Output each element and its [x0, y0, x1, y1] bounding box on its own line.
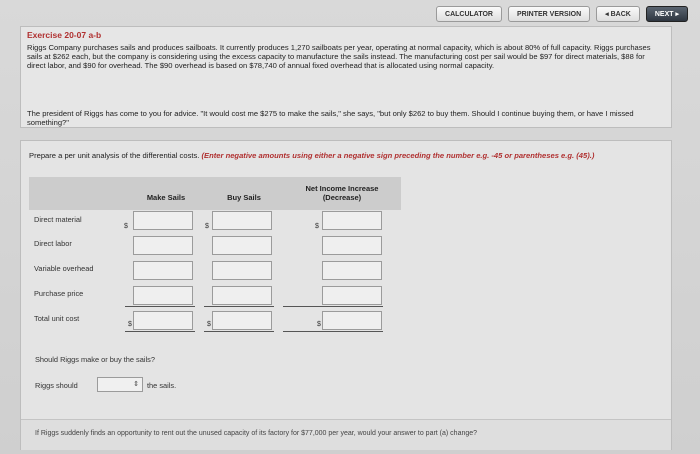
total-line	[283, 331, 383, 332]
row-label-total-unit-cost: Total unit cost	[34, 314, 80, 323]
row-label-purchase-price: Purchase price	[34, 289, 84, 298]
buy-direct-labor-input[interactable]	[212, 236, 272, 255]
net-direct-material-input[interactable]	[322, 211, 382, 230]
work-panel	[20, 140, 672, 450]
instructions-main: Prepare a per unit analysis of the differential costs.	[29, 151, 202, 160]
part-b-bar	[21, 419, 671, 450]
subtotal-line	[283, 306, 383, 307]
total-line	[125, 331, 195, 332]
currency-sign: $	[124, 223, 128, 230]
table-header	[29, 177, 401, 210]
buy-total-input[interactable]	[212, 311, 272, 330]
currency-sign: $	[128, 321, 132, 328]
row-label-direct-material: Direct material	[34, 215, 82, 224]
instructions-note: (Enter negative amounts using either a negative sign preceding the number e.g. -45 or parentheses e.g. (45).)	[201, 151, 595, 160]
subtotal-line	[204, 306, 274, 307]
answer-suffix: the sails.	[147, 381, 177, 390]
calculator-button[interactable]: CALCULATOR	[436, 6, 502, 22]
exercise-paragraph-2: The president of Riggs has come to you for advice. "It would cost me $275 to make the sails," she says, "but only $262 to buy them. Should I continue buying them, or have I missed something?"	[27, 109, 634, 127]
header-buy-sails: Buy Sails	[227, 193, 261, 202]
make-purchase-price-input[interactable]	[133, 286, 193, 305]
subtotal-line	[125, 306, 195, 307]
make-direct-labor-input[interactable]	[133, 236, 193, 255]
row-label-direct-labor: Direct labor	[34, 239, 72, 248]
currency-sign: $	[207, 321, 211, 328]
buy-variable-overhead-input[interactable]	[212, 261, 272, 280]
make-direct-material-input[interactable]	[133, 211, 193, 230]
select-arrows-icon: ⇕	[133, 381, 139, 388]
header-make-sails: Make Sails	[146, 193, 186, 202]
make-variable-overhead-input[interactable]	[133, 261, 193, 280]
currency-sign: $	[315, 223, 319, 230]
net-purchase-price-input[interactable]	[322, 286, 382, 305]
net-variable-overhead-input[interactable]	[322, 261, 382, 280]
header-net-income: Net Income Increase (Decrease)	[305, 184, 379, 202]
buy-purchase-price-input[interactable]	[212, 286, 272, 305]
net-total-input[interactable]	[322, 311, 382, 330]
instructions	[29, 151, 659, 160]
answer-prefix: Riggs should	[35, 381, 78, 390]
currency-sign: $	[205, 223, 209, 230]
exercise-title: Exercise 20-07 a-b	[27, 30, 102, 40]
total-line	[204, 331, 274, 332]
buy-direct-material-input[interactable]	[212, 211, 272, 230]
net-direct-labor-input[interactable]	[322, 236, 382, 255]
top-toolbar	[436, 6, 688, 22]
printer-version-button[interactable]: PRINTER VERSION	[508, 6, 590, 22]
make-or-buy-select[interactable]	[97, 377, 143, 392]
exercise-panel	[20, 26, 672, 128]
next-button[interactable]: NEXT ▸	[646, 6, 688, 22]
make-or-buy-question: Should Riggs make or buy the sails?	[35, 355, 155, 364]
exercise-paragraph-1: Riggs Company purchases sails and produces sailboats. It currently produces 1,270 sailboats per year, operating at normal capacity, which is about 80% of full capacity. Riggs purchases sails at $262 each, but the company is considering using the excess capacity to manufacture the sails instead. The manufacturing cost per sail would be $97 for direct materials, $88 for direct labor, and $90 for overhead. The $90 overhead is based on $78,740 of annual fixed overhead that is allocated using normal capacity.	[27, 43, 651, 70]
row-label-variable-overhead: Variable overhead	[34, 264, 94, 273]
back-button[interactable]: ◂ BACK	[596, 6, 640, 22]
currency-sign: $	[317, 321, 321, 328]
part-b-question: If Riggs suddenly finds an opportunity to rent out the unused capacity of its factory for $77,000 per year, would your answer to part (a) change?	[35, 430, 478, 437]
make-total-input[interactable]	[133, 311, 193, 330]
